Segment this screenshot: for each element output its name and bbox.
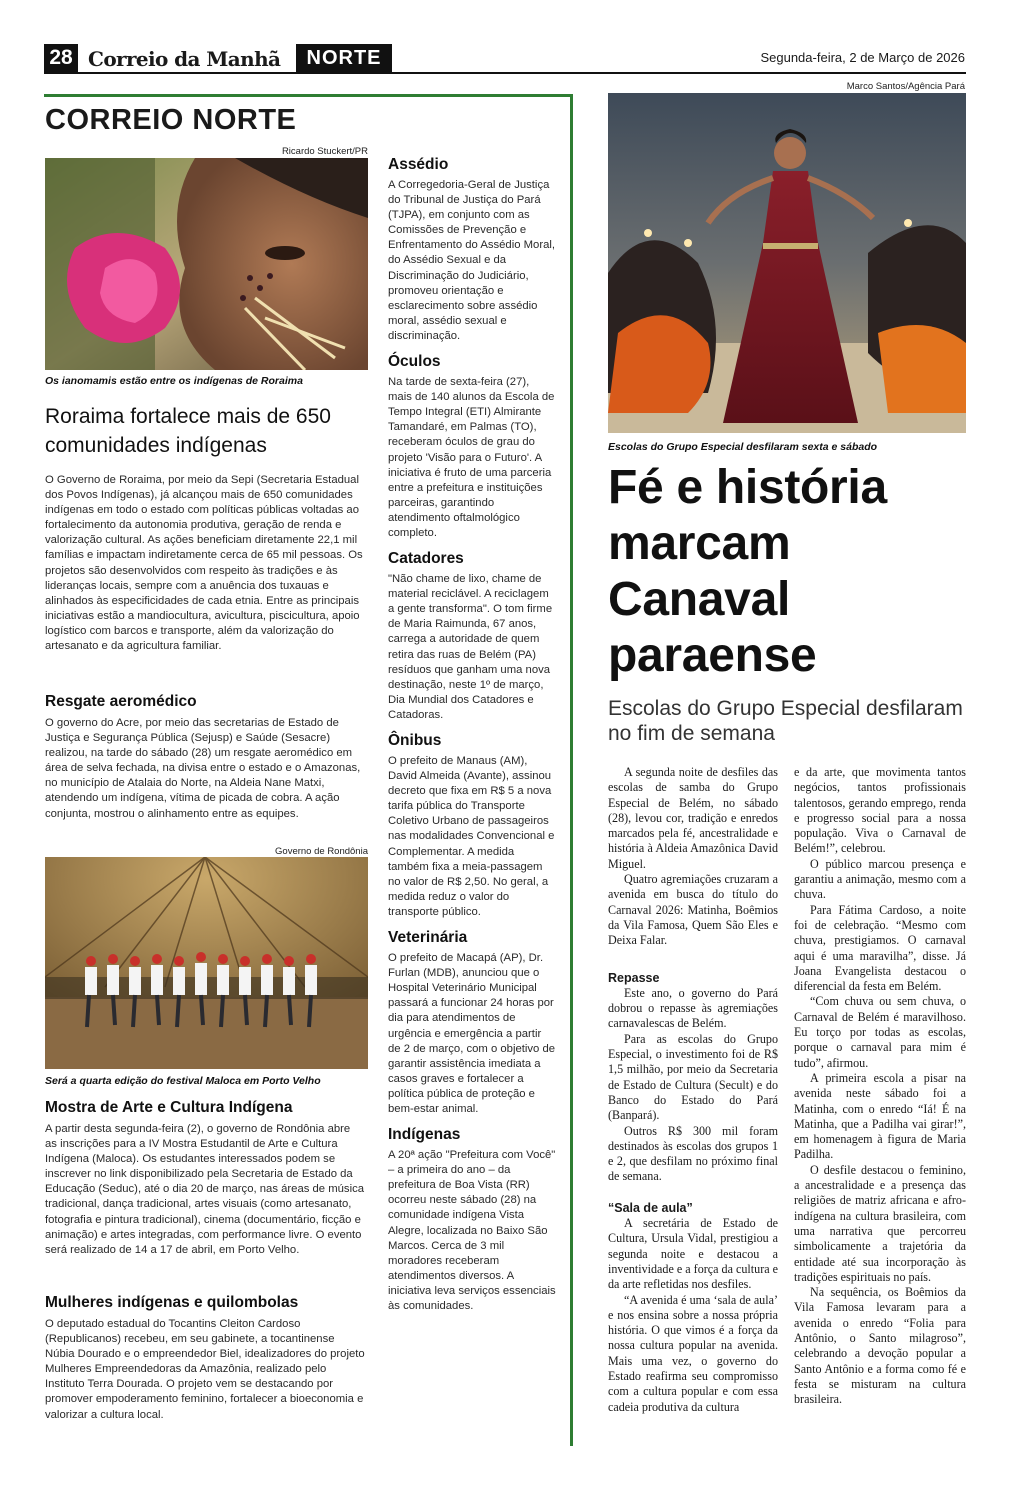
note-body: Na tarde de sexta-feira (27), mais de 140 alunos da Escola de Tempo Integral (ETI) Almirante Tamandaré, em Palmas (TO), receberam óculos de grau do projeto 'Visão para o Futuro'. A iniciativa é fruto de uma parceria entre a prefeitura e instituições parceiras, garantindo atendimento oftalmológico completo. [388, 376, 555, 539]
subsection-body: A partir desta segunda-feira (2), o governo de Rondônia abre as inscrições para a IV Mostra Estudantil de Arte e Cultura Indígena (Maloca). Os estudantes interessados podem se inscrever no link disponibilizado pela Secretaria de Estado da Educação (Seduc), até o dia 20 de março, nas áreas de música tradicional, dança tradicional, artes visuais (como artesanato, fotografia e pintura tradicional), cinema (documentário, ficção e animação) e artes integradas, com performance livre. O evento será realizado de 14 a 17 de abril, em Porto Velho. [45, 1123, 365, 1256]
main-subhead: Escolas do Grupo Especial desfilaram no fim de semana [608, 697, 963, 745]
note-item [388, 1126, 556, 1314]
notes-column [388, 156, 556, 1314]
column-top-rule [44, 94, 572, 97]
subsection-title: Mostra de Arte e Cultura Indígena [45, 1099, 293, 1116]
paragraph: Para as escolas do Grupo Especial, o investimento foi de R$ 1,5 milhão, por meio da Secretaria de Estado de Cultura (Secult) e do Banco do Estado do Pará (Banpará). [608, 1031, 778, 1123]
note-body: O prefeito de Macapá (AP), Dr. Furlan (MDB), anunciou que o Hospital Veterinário Municipal passará a funcionar 24 horas por dia para atendimentos de urgência e emergência a partir de 2 de março, com o objetivo de garantir assistência imediata a casos graves e fortalecer a política pública de proteção e bem-estar animal. [388, 952, 556, 1115]
page-number: 28 [44, 44, 78, 72]
subsection-body: O deputado estadual do Tocantins Cleiton Cardoso (Republicanos) recebeu, em seu gabinete, a tocantinense Núbia Dourado e o empreendedor Biel, idealizadores do projeto Mulheres Empreendedoras da Amazônia, realizado pelo Instituto Terra Dourada. O projeto vem se destacando por promover empoderamento feminino, fortalecer a bioeconomia e valorizar a cultura local. [45, 1318, 365, 1421]
maloca-photo [45, 857, 368, 1069]
note-body: O prefeito de Manaus (AM), David Almeida (Avante), assinou decreto que fixa em R$ 5 a nova tarifa pública do Transporte Coletivo Urbano de passageiros nas modalidades Convencional e Complementar. A medida também fixa a meia-passagem no valor de R$ 2,50. No geral, a medida reduz o valor do transporte público. [388, 755, 555, 918]
photo-credit: Marco Santos/Agência Pará [846, 81, 965, 92]
paragraph: e da arte, que movimenta tantos negócios, tantos profissionais talentosos, gerando emprego, renda e progresso social para a nossa população. Viva o Carnaval de Belém!”, celebrou. [794, 765, 966, 856]
main-headline: Fé e história marcam Canaval paraense [608, 461, 887, 682]
paragraph: Quatro agremiações cruzaram a avenida em busca do título do Carnaval 2026: Matinha, Boêmios da Vila Famosa, Quem São Eles e Deixa Falar. [608, 872, 778, 948]
paragraph: “Com chuva ou sem chuva, o Carnaval de Belém é maravilhoso. Eu torço por todas as escolas, porque o carnaval para mim é tudo”, afirmou. [794, 994, 966, 1070]
photo-caption: Será a quarta edição do festival Maloca em Porto Velho [45, 1075, 321, 1087]
note-item [388, 732, 556, 920]
note-title: Catadores [388, 550, 464, 568]
note-body: A Corregedoria-Geral de Justiça do Tribunal de Justiça do Pará (TJPA), em conjunto com as Comissões de Prevenção e Enfrentamento do Assédio Moral, do Assédio Sexual e da Discriminação do Judiciário, promoveu orientação e esclarecimento sobre assédio moral, assédio sexual e discriminação. [388, 179, 556, 342]
paragraph: Este ano, o governo do Pará dobrou o repasse às agremiações carnavalescas de Belém. [608, 985, 778, 1031]
photo-credit: Governo de Rondônia [275, 846, 368, 857]
main-col-1 [608, 765, 778, 1415]
note-item [388, 929, 556, 1117]
note-title: Ônibus [388, 732, 442, 749]
paragraph: A segunda noite de desfiles das escolas de samba do Grupo Especial de Belém, no sábado (28), levou cor, tradição e enredos marcados pela fé, ancestralidade e história à Aldeia Amazônica David Miguel. [608, 765, 778, 871]
subsection-title: Resgate aeromédico [45, 693, 197, 710]
paragraph: O desfile destacou o feminino, a ancestralidade e a presença das religiões de matriz africana e afro-indígena na cultura brasileira, com uma narrativa que percorreu simbolicamente a trajetória da entidade até sua incorporação às tradições espirituais no país. [794, 1162, 966, 1284]
note-item [388, 156, 556, 344]
column-divider [570, 94, 573, 1446]
paragraph: Na sequência, os Boêmios da Vila Famosa levaram para a avenida o enredo “Folia para Antônio, o Santo milagroso”, celebrando a devoção popular a Santo Antônio e a forma como fé e festa se misturam na cultura brasileira. [794, 1285, 966, 1407]
article-body: O Governo de Roraima, por meio da Sepi (Secretaria Estadual dos Povos Indígenas), já alcançou mais de 650 comunidades indígenas em todo o estado com políticas públicas voltadas ao fortalecimento da autonomia produtiva, geração de renda e valorização cultural. As ações beneficiam diretamente 22,1 mil famílias e impactam indiretamente cerca de 65 mil pessoas. Os projetos são desenvolvidos com respeito às tradições e às lideranças locais, sempre com a anuência dos tuxauas e alinhados às especificidades de cada etnia. Entre as principais iniciativas estão a mandiocultura, avicultura, piscicultura, apoio logístico com barcos e transporte, além da valorização do artesanato e da agricultura familiar. [45, 474, 363, 653]
photo-credit: Ricardo Stuckert/PR [281, 146, 368, 157]
ianomami-photo [45, 158, 368, 370]
photo-caption: Os ianomamis estão entre os indígenas de Roraima [45, 375, 303, 387]
paragraph: A primeira escola a pisar na avenida neste sábado foi a Matinha, com o enredo “Iá! É na Matinha, que a Padilha vai girar!”, em homenagem à figura de Maria Padilha. [794, 1070, 966, 1162]
paragraph: A secretária de Estado de Cultura, Ursula Vidal, prestigiou a segunda noite e destacou a inventividade e a força da cultura e da arte refletidas nos desfiles. [608, 1216, 778, 1292]
paragraph: “A avenida é uma ‘sala de aula’ e nos ensina sobre a nossa própria história. O que vimos é a força da nossa cultura popular na avenida. Mais uma vez, o governo do Estado reafirma seu compromisso com a cultura popular e com essa cadeia produtiva da cultura [608, 1292, 778, 1414]
subsection-title: Mulheres indígenas e quilombolas [45, 1294, 299, 1311]
note-body: A 20ª ação "Prefeitura com Você" – a primeira do ano – da prefeitura de Boa Vista (RR) ocorreu neste sábado (28) na comunidade indígena Vista Alegre, localizada no Baixo São Marcos. Cerca de 3 mil moradores receberam atendimentos diversos. A iniciativa leva serviços essenciais às comunidades. [388, 1149, 556, 1312]
paragraph: O público marcou presença e garantiu a animação, mesmo com a chuva. [794, 856, 966, 902]
header-rule [44, 72, 966, 74]
note-title: Óculos [388, 353, 441, 371]
article-headline: Roraima fortalece mais de 650 comunidades indígenas [45, 405, 331, 457]
note-title: Veterinária [388, 929, 468, 947]
note-title: Assédio [388, 156, 449, 173]
photo-caption: Escolas do Grupo Especial desfilaram sexta e sábado [608, 441, 878, 453]
section-heading: “Sala de aula” [608, 1200, 693, 1215]
note-item [388, 550, 556, 723]
paragraph: Outros R$ 300 mil foram destinados às escolas dos grupos 1 e 2, que desfilam no próximo final de semana. [608, 1123, 778, 1184]
note-title: Indígenas [388, 1126, 461, 1144]
newspaper-logo: Correio da Manhã [88, 47, 281, 71]
issue-date: Segunda-feira, 2 de Março de 2026 [760, 50, 965, 65]
column-title: CORREIO NORTE [45, 104, 297, 136]
main-col-2 [794, 765, 966, 1407]
note-item [388, 353, 556, 541]
note-body: "Não chame de lixo, chame de material reciclável. A reciclagem a gente transforma". O tom firme de Maria Raimunda, 67 anos, carrega a autoridade de quem retira das ruas de Belém (PA) resíduos que ganham uma nova destinação, neste 1º de março, Dia Mundial dos Catadores e Catadoras. [388, 573, 553, 721]
paragraph: Para Fátima Cardoso, a noite foi de celebração. “Mesmo com chuva, prestigiamos. O carnaval aqui é uma maravilha”, disse. Já Joana Evangelista destacou o diferencial da festa em Belém. [794, 902, 966, 994]
section-label: NORTE [296, 44, 392, 72]
subsection-body: O governo do Acre, por meio das secretarias de Estado de Justiça e Segurança Pública (Sejusp) e Saúde (Sesacre) realizou, na tarde do sábado (28) um resgate aeromédico em área de selva fechada, na divisa entre o estado e o Amazonas, no município de Atalaia do Norte, na Aldeia Nane Matxi, atendendo um indígena, vítima de picada de cobra. A ação conjunta, mostrou o alinhamento entre as equipes. [45, 717, 361, 820]
carnival-photo [608, 93, 966, 433]
section-heading: Repasse [608, 970, 660, 985]
